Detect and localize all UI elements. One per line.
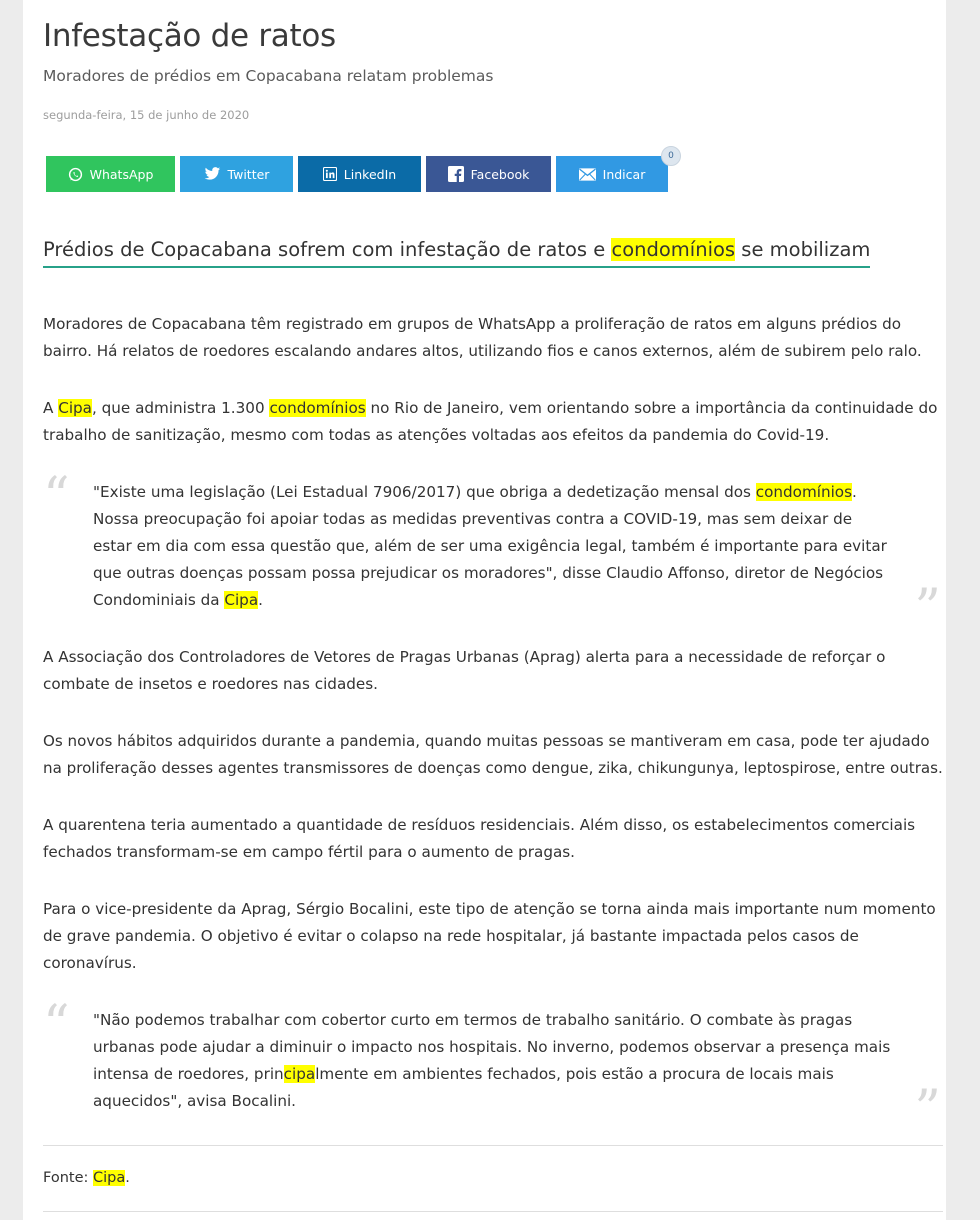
quote-2-text	[93, 1007, 893, 1115]
blockquote-2	[43, 995, 943, 1140]
p2-highlight-cipa: Cipa	[58, 399, 92, 417]
q1-highlight-cipa: Cipa	[224, 591, 259, 609]
quote-1-text	[93, 479, 893, 614]
paragraph-6: Para o vice-presidente da Aprag, Sérgio Bocalini, este tipo de atenção se torna ainda mais importante num momento de grave pandemia. O objetivo é evitar o colapso na rede hospitalar, já bastante impactada pelos casos de coronavírus.	[43, 900, 936, 972]
headline-text: Prédios de Copacabana sofrem com infestação de ratos e	[43, 238, 612, 261]
quote-close-icon: ”	[914, 579, 941, 639]
article-subtitle: Moradores de prédios em Copacabana relatam problemas	[43, 67, 494, 85]
headline-highlight: condomínios	[611, 238, 736, 261]
q1-highlight-condominios: condomínios	[755, 483, 853, 501]
headline-text-end: se mobilizam	[735, 238, 871, 261]
source-end: .	[125, 1170, 130, 1186]
share-count-badge: 0	[661, 146, 681, 166]
article-title: Infestação de ratos	[43, 18, 336, 54]
p2-text-3: no Rio de Janeiro, vem orientando sobre a importância da continuidade do trabalho de sanitização, mesmo com todas as atenções voltadas aos efeitos da pandemia do Covid-19.	[43, 399, 938, 444]
divider	[43, 1145, 943, 1146]
p2-highlight-condominios: condomínios	[269, 399, 366, 417]
paragraph-1: Moradores de Copacabana têm registrado em grupos de WhatsApp a proliferação de ratos em alguns prédios do bairro. Há relatos de roedores escalando andares altos, utilizando fios e canos externos, além de subirem pelo ralo.	[43, 315, 922, 360]
quote-open-icon-2: “	[43, 995, 70, 1055]
q1-text-2: . Nossa preocupação foi apoiar todas as medidas preventivas contra a COVID-19, mas sem deixar de estar em dia com essa questão que, além de ser uma exigência legal, também é importante para evitar que outras doenças possam possa prejudicar os moradores", disse Claudio Affonso, diretor de Negócios Condominiais da	[93, 483, 887, 609]
q2-text-2: lmente em ambientes fechados, pois estão a procura de locais mais aquecidos", avisa Bocalini.	[93, 1065, 834, 1110]
article-page	[23, 0, 946, 1220]
p2-text-2: , que administra 1.300	[92, 399, 270, 417]
whatsapp-icon	[68, 167, 83, 182]
source-link[interactable]: Cipa	[93, 1170, 126, 1186]
share-facebook-label: Facebook	[470, 166, 530, 182]
twitter-icon	[204, 167, 221, 181]
share-facebook-button[interactable]	[426, 156, 551, 192]
quote-open-icon: “	[43, 467, 70, 527]
share-twitter-label: Twitter	[227, 166, 270, 182]
share-linkedin-button[interactable]	[298, 156, 421, 192]
share-bar	[46, 151, 686, 192]
p2-text: A	[43, 399, 59, 417]
share-linkedin-label: LinkedIn	[343, 166, 397, 182]
article-date: segunda-feira, 15 de junho de 2020	[43, 108, 250, 122]
linkedin-icon	[323, 167, 337, 181]
share-whatsapp-label: WhatsApp	[89, 166, 154, 182]
envelope-icon	[579, 168, 596, 181]
paragraph-5: A quarentena teria aumentado a quantidade de resíduos residenciais. Além disso, os estabelecimentos comerciais fechados transformam-se em campo fértil para o aumento de pragas.	[43, 816, 916, 861]
share-indicar-label: Indicar	[602, 166, 646, 182]
source-label: Fonte:	[43, 1170, 93, 1186]
q1-text-3: .	[258, 591, 263, 609]
article-source	[43, 1166, 130, 1190]
blockquote-1	[43, 467, 943, 639]
q1-text: "Existe uma legislação (Lei Estadual 7906/2017) que obriga a dedetização mensal dos	[93, 483, 756, 501]
q2-text: "Não podemos trabalhar com cobertor curto em termos de trabalho sanitário. O combate às pragas urbanas pode ajudar a diminuir o impacto nos hospitais. No inverno, podemos observar a presença mais intensa de roedores, prin	[93, 1011, 891, 1083]
paragraph-3: A Associação dos Controladores de Vetores de Pragas Urbanas (Aprag) alerta para a necessidade de reforçar o combate de insetos e roedores nas cidades.	[43, 648, 886, 693]
quote-close-icon-2: ”	[914, 1080, 941, 1140]
share-twitter-button[interactable]	[180, 156, 293, 192]
facebook-icon	[448, 166, 464, 182]
paragraph-2	[43, 395, 948, 449]
share-whatsapp-button[interactable]	[46, 156, 175, 192]
article-headline	[43, 238, 870, 268]
share-indicar-button[interactable]	[556, 156, 668, 192]
paragraph-4: Os novos hábitos adquiridos durante a pandemia, quando muitas pessoas se mantiveram em casa, pode ter ajudado na proliferação desses agentes transmissores de doenças como dengue, zika, chikungunya, leptospirose, entre outras.	[43, 732, 943, 777]
divider-bottom	[43, 1211, 943, 1212]
q2-highlight-cipa: cipa	[283, 1065, 316, 1083]
